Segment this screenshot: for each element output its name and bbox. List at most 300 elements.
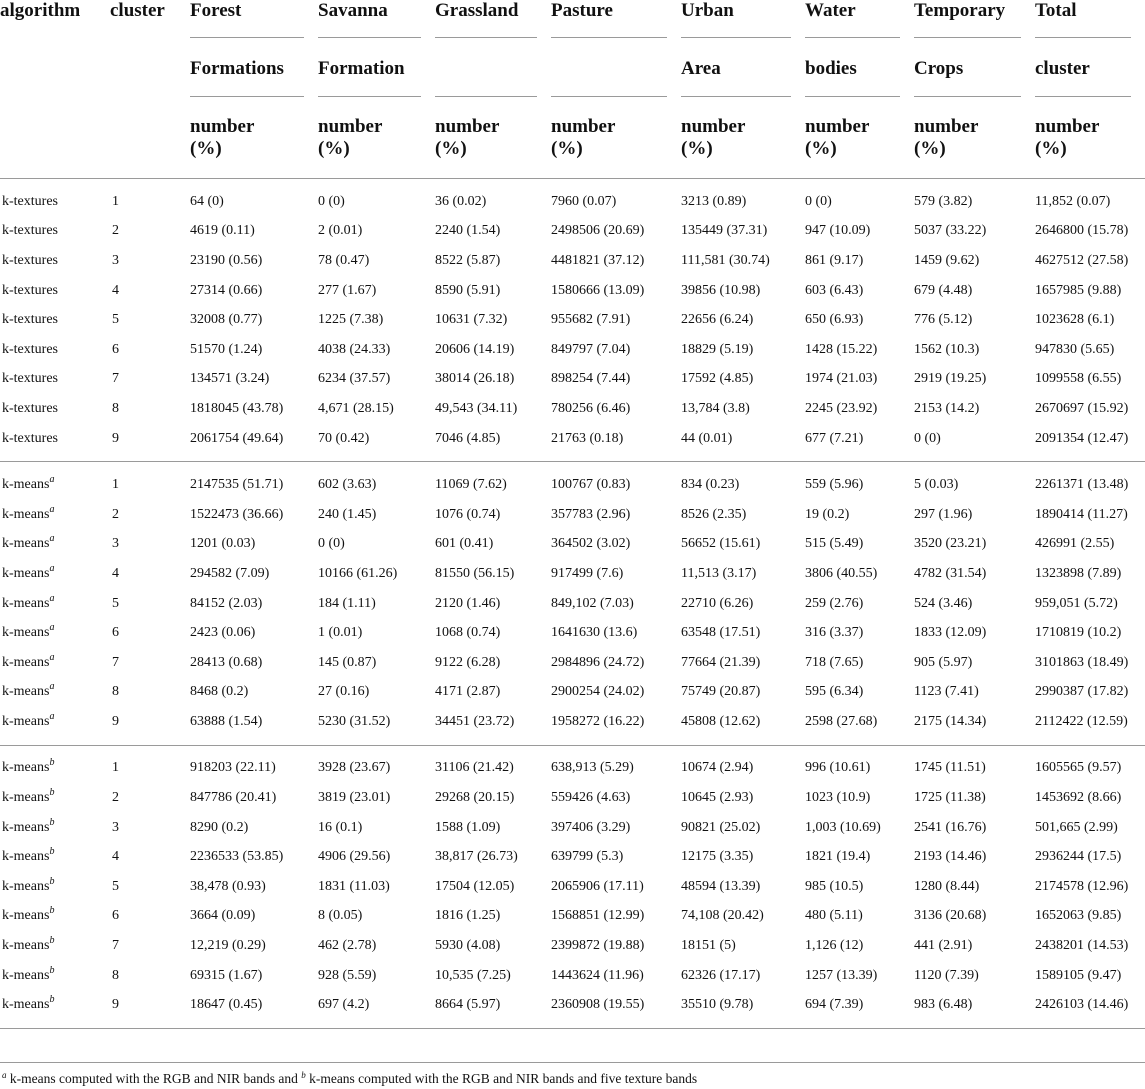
algorithm-name: k-means bbox=[2, 967, 50, 983]
value-cell: 0 (0) bbox=[318, 536, 345, 552]
algorithm-cell bbox=[0, 961, 110, 991]
table-footnote bbox=[2, 1071, 697, 1087]
algorithm-cell bbox=[0, 842, 110, 872]
value-cell: 134571 (3.24) bbox=[190, 371, 270, 387]
value-cell: 5230 (31.52) bbox=[318, 713, 391, 729]
header-col-line2 bbox=[190, 57, 318, 114]
value-cell: 1323898 (7.89) bbox=[1035, 565, 1122, 581]
bottom-rule bbox=[0, 1062, 1145, 1063]
algorithm-cell bbox=[0, 648, 110, 678]
footnote-text-b: k-means computed with the RGB and NIR bands and five texture bands bbox=[305, 1071, 698, 1086]
header-col-line1 bbox=[805, 0, 914, 57]
value-cell: 947830 (5.65) bbox=[1035, 341, 1115, 357]
value-cell: 4782 (31.54) bbox=[914, 565, 987, 581]
value-cell: 6234 (37.57) bbox=[318, 371, 391, 387]
value-cell: 462 (2.78) bbox=[318, 938, 377, 954]
algorithm-cell bbox=[0, 872, 110, 902]
cluster-cell: 6 bbox=[112, 341, 119, 357]
algorithm-name: k-means bbox=[2, 849, 50, 865]
value-cell: 1,126 (12) bbox=[805, 938, 864, 954]
value-cell: 2 (0.01) bbox=[318, 223, 363, 239]
spacer-cell bbox=[0, 745, 1145, 754]
value-cell: 23190 (0.56) bbox=[190, 252, 263, 268]
value-cell: 0 (0) bbox=[805, 193, 832, 209]
cluster-cell: 8 bbox=[112, 400, 119, 416]
algorithm-cell bbox=[0, 707, 110, 737]
value-cell: 18829 (5.19) bbox=[681, 341, 754, 357]
algorithm-name: k-means bbox=[2, 878, 50, 894]
value-cell: 1831 (11.03) bbox=[318, 878, 390, 894]
value-cell: 16 (0.1) bbox=[318, 819, 363, 835]
value-cell: 69315 (1.67) bbox=[190, 967, 263, 983]
algorithm-cell bbox=[0, 813, 110, 843]
value-cell: 5930 (4.08) bbox=[435, 938, 501, 954]
value-cell: 1725 (11.38) bbox=[914, 790, 986, 806]
table-body bbox=[0, 179, 1145, 1029]
header-col-unit-percent: (%) bbox=[551, 138, 583, 159]
table-row bbox=[0, 530, 1145, 560]
separator-cell bbox=[0, 453, 1145, 462]
header-col-line1 bbox=[318, 0, 435, 57]
value-cell: 1459 (9.62) bbox=[914, 252, 980, 268]
header-col-unit-number: number bbox=[190, 116, 255, 137]
value-cell: 10631 (7.32) bbox=[435, 312, 508, 328]
value-cell: 1588 (1.09) bbox=[435, 819, 501, 835]
algorithm-cell bbox=[0, 187, 110, 217]
header-col-unit bbox=[551, 114, 681, 179]
value-cell: 4619 (0.11) bbox=[190, 223, 255, 239]
value-cell: 603 (6.43) bbox=[805, 282, 864, 298]
cluster-cell: 9 bbox=[112, 430, 119, 446]
algorithm-superscript: a bbox=[49, 562, 55, 574]
header-col-line2 bbox=[551, 57, 681, 114]
algorithm-name: k-means bbox=[2, 684, 50, 700]
value-cell: 1123 (7.41) bbox=[914, 684, 979, 700]
value-cell: 8290 (0.2) bbox=[190, 819, 249, 835]
table-row bbox=[0, 902, 1145, 932]
value-cell: 1 (0.01) bbox=[318, 625, 363, 641]
value-cell: 259 (2.76) bbox=[805, 595, 864, 611]
cluster-cell: 1 bbox=[112, 760, 119, 776]
value-cell: 34451 (23.72) bbox=[435, 713, 515, 729]
value-cell: 22710 (6.26) bbox=[681, 595, 754, 611]
table-row bbox=[0, 872, 1145, 902]
table-row bbox=[0, 305, 1145, 335]
value-cell: 1818045 (43.78) bbox=[190, 400, 284, 416]
value-cell: 559 (5.96) bbox=[805, 477, 864, 493]
algorithm-cell bbox=[0, 678, 110, 708]
value-cell: 1428 (15.22) bbox=[805, 341, 878, 357]
value-cell: 84152 (2.03) bbox=[190, 595, 263, 611]
cluster-cell: 8 bbox=[112, 967, 119, 983]
header-col-subtitle: bodies bbox=[805, 57, 900, 97]
value-cell: 1568851 (12.99) bbox=[551, 908, 645, 924]
algorithm-cell bbox=[0, 931, 110, 961]
value-cell: 2240 (1.54) bbox=[435, 223, 501, 239]
value-cell: 2261371 (13.48) bbox=[1035, 477, 1129, 493]
value-cell: 70 (0.42) bbox=[318, 430, 370, 446]
value-cell: 78 (0.47) bbox=[318, 252, 370, 268]
cluster-cell: 7 bbox=[112, 654, 119, 670]
value-cell: 397406 (3.29) bbox=[551, 819, 631, 835]
value-cell: 2423 (0.06) bbox=[190, 625, 256, 641]
value-cell: 1580666 (13.09) bbox=[551, 282, 645, 298]
separator-cell bbox=[0, 1020, 1145, 1029]
algorithm-cell bbox=[0, 783, 110, 813]
value-cell: 2174578 (12.96) bbox=[1035, 878, 1129, 894]
header-col-title: Water bbox=[805, 0, 900, 38]
header-col-subtitle: Crops bbox=[914, 57, 1021, 97]
cluster-cell: 5 bbox=[112, 595, 119, 611]
value-cell: 2990387 (17.82) bbox=[1035, 684, 1129, 700]
header-col-line2 bbox=[1035, 57, 1145, 114]
value-cell: 1225 (7.38) bbox=[318, 312, 384, 328]
value-cell: 10674 (2.94) bbox=[681, 760, 754, 776]
value-cell: 17592 (4.85) bbox=[681, 371, 754, 387]
value-cell: 0 (0) bbox=[318, 193, 345, 209]
value-cell: 1589105 (9.47) bbox=[1035, 967, 1122, 983]
value-cell: 297 (1.96) bbox=[914, 506, 973, 522]
table-row bbox=[0, 678, 1145, 708]
value-cell: 49,543 (34.11) bbox=[435, 400, 518, 416]
header-col-unit-number: number bbox=[805, 116, 870, 137]
value-cell: 2175 (14.34) bbox=[914, 713, 987, 729]
value-cell: 32008 (0.77) bbox=[190, 312, 263, 328]
cluster-cell: 3 bbox=[112, 819, 119, 835]
algorithm-superscript: b bbox=[49, 905, 55, 917]
header-col-unit bbox=[681, 114, 805, 179]
table-row bbox=[0, 365, 1145, 395]
value-cell: 1890414 (11.27) bbox=[1035, 506, 1128, 522]
value-cell: 2245 (23.92) bbox=[805, 400, 878, 416]
value-cell: 56652 (15.61) bbox=[681, 536, 761, 552]
table-row bbox=[0, 559, 1145, 589]
value-cell: 650 (6.93) bbox=[805, 312, 864, 328]
algorithm-name: k-means bbox=[2, 536, 50, 552]
header-col-unit-number: number bbox=[1035, 116, 1100, 137]
cluster-cell: 5 bbox=[112, 312, 119, 328]
table-row bbox=[0, 754, 1145, 784]
value-cell: 917499 (7.6) bbox=[551, 565, 624, 581]
value-cell: 959,051 (5.72) bbox=[1035, 595, 1118, 611]
value-cell: 145 (0.87) bbox=[318, 654, 377, 670]
algorithm-superscript: a bbox=[49, 622, 55, 634]
value-cell: 11,513 (3.17) bbox=[681, 565, 757, 581]
header-col-subtitle bbox=[551, 57, 667, 97]
value-cell: 1641630 (13.6) bbox=[551, 625, 638, 641]
cluster-cell: 8 bbox=[112, 684, 119, 700]
table-row bbox=[0, 500, 1145, 530]
table-row bbox=[0, 961, 1145, 991]
value-cell: 1099558 (6.55) bbox=[1035, 371, 1122, 387]
header-col-line2 bbox=[805, 57, 914, 114]
value-cell: 7046 (4.85) bbox=[435, 430, 501, 446]
value-cell: 2936244 (17.5) bbox=[1035, 849, 1122, 865]
algorithm-cell bbox=[0, 559, 110, 589]
value-cell: 75749 (20.87) bbox=[681, 684, 761, 700]
cluster-cell: 3 bbox=[112, 252, 119, 268]
header-col-unit-percent: (%) bbox=[318, 138, 350, 159]
value-cell: 2061754 (49.64) bbox=[190, 430, 284, 446]
value-cell: 849,102 (7.03) bbox=[551, 595, 634, 611]
algorithm-name: k-textures bbox=[2, 430, 58, 446]
value-cell: 2147535 (51.71) bbox=[190, 477, 284, 493]
value-cell: 4481821 (37.12) bbox=[551, 252, 645, 268]
value-cell: 4906 (29.56) bbox=[318, 849, 391, 865]
value-cell: 11,852 (0.07) bbox=[1035, 193, 1111, 209]
value-cell: 21763 (0.18) bbox=[551, 430, 624, 446]
value-cell: 2598 (27.68) bbox=[805, 713, 878, 729]
value-cell: 697 (4.2) bbox=[318, 997, 370, 1013]
value-cell: 5037 (33.22) bbox=[914, 223, 987, 239]
header-algorithm: algorithm bbox=[0, 0, 110, 179]
value-cell: 2670697 (15.92) bbox=[1035, 400, 1129, 416]
value-cell: 62326 (17.17) bbox=[681, 967, 761, 983]
value-cell: 357783 (2.96) bbox=[551, 506, 631, 522]
table-row bbox=[0, 246, 1145, 276]
value-cell: 0 (0) bbox=[914, 430, 941, 446]
header-col-unit-percent: (%) bbox=[805, 138, 837, 159]
value-cell: 849797 (7.04) bbox=[551, 341, 631, 357]
value-cell: 2900254 (24.02) bbox=[551, 684, 645, 700]
header-col-unit bbox=[914, 114, 1035, 179]
algorithm-cell bbox=[0, 470, 110, 500]
value-cell: 1120 (7.39) bbox=[914, 967, 979, 983]
group-top-spacer bbox=[0, 745, 1145, 754]
value-cell: 677 (7.21) bbox=[805, 430, 864, 446]
header-col-unit bbox=[435, 114, 551, 179]
value-cell: 1443624 (11.96) bbox=[551, 967, 644, 983]
value-cell: 64 (0) bbox=[190, 193, 224, 209]
cluster-cell: 4 bbox=[112, 565, 119, 581]
value-cell: 1745 (11.51) bbox=[914, 760, 986, 776]
algorithm-name: k-means bbox=[2, 908, 50, 924]
algorithm-cell bbox=[0, 246, 110, 276]
value-cell: 2399872 (19.88) bbox=[551, 938, 645, 954]
header-col-unit-number: number bbox=[551, 116, 616, 137]
value-cell: 480 (5.11) bbox=[805, 908, 863, 924]
header-col-unit-number: number bbox=[681, 116, 746, 137]
algorithm-superscript: a bbox=[49, 681, 55, 693]
header-col-line1 bbox=[681, 0, 805, 57]
algorithm-superscript: a bbox=[49, 474, 55, 486]
value-cell: 2360908 (19.55) bbox=[551, 997, 645, 1013]
value-cell: 51570 (1.24) bbox=[190, 341, 263, 357]
header-col-line1 bbox=[190, 0, 318, 57]
algorithm-name: k-textures bbox=[2, 400, 58, 416]
algorithm-cell bbox=[0, 365, 110, 395]
value-cell: 4627512 (27.58) bbox=[1035, 252, 1129, 268]
value-cell: 3819 (23.01) bbox=[318, 790, 391, 806]
algorithm-name: k-textures bbox=[2, 193, 58, 209]
value-cell: 983 (6.48) bbox=[914, 997, 973, 1013]
value-cell: 90821 (25.02) bbox=[681, 819, 761, 835]
cluster-cell: 1 bbox=[112, 477, 119, 493]
value-cell: 2091354 (12.47) bbox=[1035, 430, 1129, 446]
value-cell: 524 (3.46) bbox=[914, 595, 973, 611]
algorithm-superscript: b bbox=[49, 994, 55, 1006]
cluster-cell: 2 bbox=[112, 506, 119, 522]
value-cell: 2541 (16.76) bbox=[914, 819, 987, 835]
value-cell: 7960 (0.07) bbox=[551, 193, 617, 209]
header-col-line1 bbox=[1035, 0, 1145, 57]
algorithm-superscript: a bbox=[49, 651, 55, 663]
algorithm-name: k-means bbox=[2, 625, 50, 641]
cluster-cell: 9 bbox=[112, 713, 119, 729]
group-separator bbox=[0, 453, 1145, 462]
header-col-title: Urban bbox=[681, 0, 791, 38]
table-row bbox=[0, 470, 1145, 500]
header-col-subtitle: Formation bbox=[318, 57, 421, 97]
table-row bbox=[0, 842, 1145, 872]
value-cell: 1710819 (10.2) bbox=[1035, 625, 1122, 641]
algorithm-name: k-textures bbox=[2, 312, 58, 328]
algorithm-superscript: a bbox=[49, 592, 55, 604]
table-row bbox=[0, 589, 1145, 619]
cluster-cell: 7 bbox=[112, 938, 119, 954]
value-cell: 63888 (1.54) bbox=[190, 713, 263, 729]
value-cell: 2984896 (24.72) bbox=[551, 654, 645, 670]
algorithm-superscript: a bbox=[49, 503, 55, 515]
value-cell: 4,671 (28.15) bbox=[318, 400, 394, 416]
cluster-cell: 2 bbox=[112, 223, 119, 239]
table-row bbox=[0, 931, 1145, 961]
value-cell: 718 (7.65) bbox=[805, 654, 864, 670]
header-col-unit-number: number bbox=[435, 116, 500, 137]
value-cell: 8664 (5.97) bbox=[435, 997, 501, 1013]
value-cell: 2919 (19.25) bbox=[914, 371, 987, 387]
value-cell: 1562 (10.3) bbox=[914, 341, 980, 357]
value-cell: 1257 (13.39) bbox=[805, 967, 878, 983]
header-col-unit-percent: (%) bbox=[914, 138, 946, 159]
algorithm-cell bbox=[0, 335, 110, 365]
separator-cell bbox=[0, 737, 1145, 746]
value-cell: 8 (0.05) bbox=[318, 908, 363, 924]
algorithm-cell bbox=[0, 618, 110, 648]
cluster-cell: 5 bbox=[112, 878, 119, 894]
header-col-line2 bbox=[435, 57, 551, 114]
header-col-unit-percent: (%) bbox=[681, 138, 713, 159]
value-cell: 955682 (7.91) bbox=[551, 312, 631, 328]
algorithm-name: k-textures bbox=[2, 341, 58, 357]
value-cell: 27 (0.16) bbox=[318, 684, 370, 700]
algorithm-cell bbox=[0, 990, 110, 1020]
algorithm-superscript: b bbox=[49, 935, 55, 947]
group-separator bbox=[0, 737, 1145, 746]
header-col-unit-percent: (%) bbox=[1035, 138, 1067, 159]
table-row bbox=[0, 217, 1145, 247]
table-row bbox=[0, 276, 1145, 306]
cluster-cell: 4 bbox=[112, 849, 119, 865]
value-cell: 38,817 (26.73) bbox=[435, 849, 518, 865]
header-col-unit-percent: (%) bbox=[190, 138, 222, 159]
algorithm-cell bbox=[0, 754, 110, 784]
value-cell: 847786 (20.41) bbox=[190, 790, 277, 806]
value-cell: 240 (1.45) bbox=[318, 506, 377, 522]
header-col-title: Total bbox=[1035, 0, 1131, 38]
value-cell: 294582 (7.09) bbox=[190, 565, 270, 581]
value-cell: 2112422 (12.59) bbox=[1035, 713, 1128, 729]
algorithm-name: k-means bbox=[2, 819, 50, 835]
value-cell: 1974 (21.03) bbox=[805, 371, 878, 387]
header-col-title: Forest bbox=[190, 0, 304, 38]
header-col-line2 bbox=[318, 57, 435, 114]
header-col-line2 bbox=[681, 57, 805, 114]
algorithm-cell bbox=[0, 305, 110, 335]
group-separator bbox=[0, 1020, 1145, 1029]
value-cell: 595 (6.34) bbox=[805, 684, 864, 700]
algorithm-superscript: b bbox=[49, 875, 55, 887]
header-col-unit bbox=[318, 114, 435, 179]
spacer-cell bbox=[0, 179, 1145, 188]
algorithm-name: k-means bbox=[2, 565, 50, 581]
value-cell: 44 (0.01) bbox=[681, 430, 733, 446]
value-cell: 861 (9.17) bbox=[805, 252, 864, 268]
algorithm-name: k-textures bbox=[2, 371, 58, 387]
value-cell: 638,913 (5.29) bbox=[551, 760, 634, 776]
value-cell: 10,535 (7.25) bbox=[435, 967, 511, 983]
algorithm-superscript: b bbox=[49, 816, 55, 828]
value-cell: 29268 (20.15) bbox=[435, 790, 515, 806]
value-cell: 63548 (17.51) bbox=[681, 625, 761, 641]
value-cell: 364502 (3.02) bbox=[551, 536, 631, 552]
value-cell: 441 (2.91) bbox=[914, 938, 973, 954]
value-cell: 3806 (40.55) bbox=[805, 565, 878, 581]
algorithm-name: k-means bbox=[2, 477, 50, 493]
value-cell: 20606 (14.19) bbox=[435, 341, 515, 357]
value-cell: 679 (4.48) bbox=[914, 282, 973, 298]
algorithm-cell bbox=[0, 902, 110, 932]
algorithm-superscript: b bbox=[49, 846, 55, 858]
value-cell: 12175 (3.35) bbox=[681, 849, 754, 865]
algorithm-name: k-textures bbox=[2, 282, 58, 298]
header-col-line1 bbox=[435, 0, 551, 57]
group-top-spacer bbox=[0, 179, 1145, 188]
value-cell: 10166 (61.26) bbox=[318, 565, 398, 581]
header-col-subtitle: Formations bbox=[190, 57, 304, 97]
value-cell: 12,219 (0.29) bbox=[190, 938, 266, 954]
value-cell: 928 (5.59) bbox=[318, 967, 377, 983]
value-cell: 2426103 (14.46) bbox=[1035, 997, 1129, 1013]
header-col-unit bbox=[805, 114, 914, 179]
table-row bbox=[0, 394, 1145, 424]
value-cell: 1201 (0.03) bbox=[190, 536, 256, 552]
value-cell: 8522 (5.87) bbox=[435, 252, 501, 268]
value-cell: 1023 (10.9) bbox=[805, 790, 871, 806]
algorithm-name: k-means bbox=[2, 654, 50, 670]
value-cell: 18647 (0.45) bbox=[190, 997, 263, 1013]
header-col-unit bbox=[190, 114, 318, 179]
value-cell: 3928 (23.67) bbox=[318, 760, 391, 776]
footnote-text-a: k-means computed with the RGB and NIR bands and bbox=[6, 1071, 302, 1086]
value-cell: 2236533 (53.85) bbox=[190, 849, 284, 865]
value-cell: 918203 (22.11) bbox=[190, 760, 276, 776]
value-cell: 8590 (5.91) bbox=[435, 282, 501, 298]
algorithm-cell bbox=[0, 276, 110, 306]
algorithm-superscript: a bbox=[49, 710, 55, 722]
value-cell: 2193 (14.46) bbox=[914, 849, 987, 865]
table-row bbox=[0, 424, 1145, 454]
value-cell: 1076 (0.74) bbox=[435, 506, 501, 522]
value-cell: 135449 (37.31) bbox=[681, 223, 768, 239]
table-row bbox=[0, 783, 1145, 813]
algorithm-name: k-means bbox=[2, 997, 50, 1013]
algorithm-name: k-means bbox=[2, 506, 50, 522]
value-cell: 1605565 (9.57) bbox=[1035, 760, 1122, 776]
value-cell: 35510 (9.78) bbox=[681, 997, 754, 1013]
value-cell: 18151 (5) bbox=[681, 938, 736, 954]
value-cell: 48594 (13.39) bbox=[681, 878, 761, 894]
